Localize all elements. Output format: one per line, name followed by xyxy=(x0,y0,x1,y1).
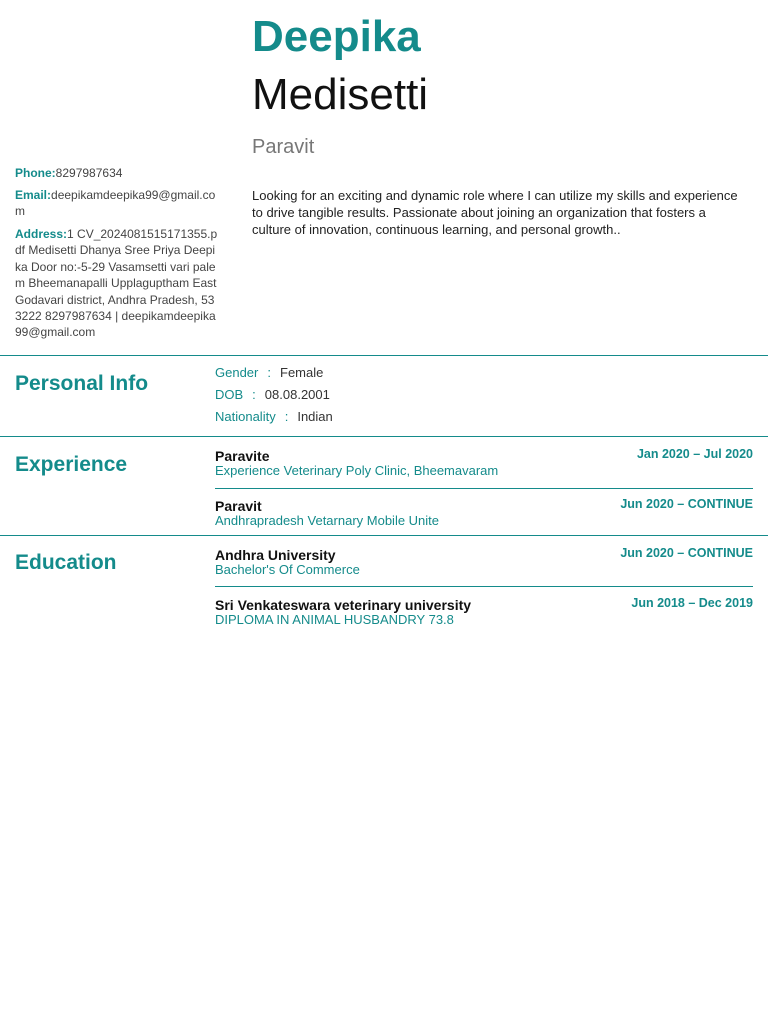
email-label: Email: xyxy=(15,188,52,202)
first-name: Deepika xyxy=(252,12,421,61)
email-value: deepikamdeepika99@gmail.com xyxy=(15,188,216,219)
personal-info-title: Personal Info xyxy=(15,372,149,395)
phone-value: 8297987634 xyxy=(55,166,123,180)
dob-value: 08.08.2001 xyxy=(264,387,330,402)
experience-item-date: Jan 2020 – Jul 2020 xyxy=(636,447,753,461)
dob-key: DOB xyxy=(215,387,244,402)
section-divider xyxy=(0,535,768,536)
phone-label: Phone: xyxy=(15,166,56,180)
personal-info-row xyxy=(215,408,333,426)
experience-item-date: Jun 2020 – CONTINUE xyxy=(620,497,753,511)
experience-item-title: Paravit xyxy=(215,498,262,514)
last-name: Medisetti xyxy=(252,70,429,119)
nationality-sep: : xyxy=(284,409,289,424)
contact-phone xyxy=(15,165,218,181)
education-item-date: Jun 2020 – CONTINUE xyxy=(620,546,753,560)
contact-email xyxy=(15,187,218,220)
job-role: Paravit xyxy=(252,136,315,158)
entry-divider xyxy=(215,586,753,587)
gender-value: Female xyxy=(280,365,324,380)
dob-sep: : xyxy=(252,387,256,402)
experience-item-subtitle: Andhrapradesh Vetarnary Mobile Unite xyxy=(215,513,440,528)
experience-item-title: Paravite xyxy=(215,448,270,464)
education-item-date: Jun 2018 – Dec 2019 xyxy=(631,596,753,610)
address-label: Address: xyxy=(15,227,68,241)
section-divider xyxy=(0,355,768,356)
section-divider xyxy=(0,436,768,437)
personal-info-row xyxy=(215,364,323,382)
nationality-value: Indian xyxy=(297,409,333,424)
education-item-title: Sri Venkateswara veterinary university xyxy=(215,597,472,613)
gender-key: Gender xyxy=(215,365,259,380)
profile-summary: Looking for an exciting and dynamic role where I can utilize my skills and experience to drive tangible results. Passionate about joining an organization that fosters a culture of innovation, continuous learning, and personal growth.. xyxy=(252,188,738,237)
nationality-key: Nationality xyxy=(215,409,276,424)
education-title: Education xyxy=(15,551,117,574)
address-value: 1 CV_2024081515171355.pdf Medisetti Dhanya Sree Priya Deepika Door no:-5-29 Vasamsetti vari palem Bheemanapalli Upplaguptham East Godavari district, Andhra Pradesh, 533222 8297987634 | deepikamdeepika99@gmail.com xyxy=(15,227,218,340)
entry-divider xyxy=(215,488,753,489)
experience-item-subtitle: Experience Veterinary Poly Clinic, Bheemavaram xyxy=(215,463,499,478)
education-item-subtitle: Bachelor's Of Commerce xyxy=(215,562,360,577)
education-item-title: Andhra University xyxy=(215,547,336,563)
contact-address xyxy=(15,226,218,341)
gender-sep: : xyxy=(267,365,271,380)
experience-title: Experience xyxy=(15,453,128,476)
education-item-subtitle: DIPLOMA IN ANIMAL HUSBANDRY 73.8 xyxy=(215,612,454,627)
personal-info-row xyxy=(215,386,330,404)
